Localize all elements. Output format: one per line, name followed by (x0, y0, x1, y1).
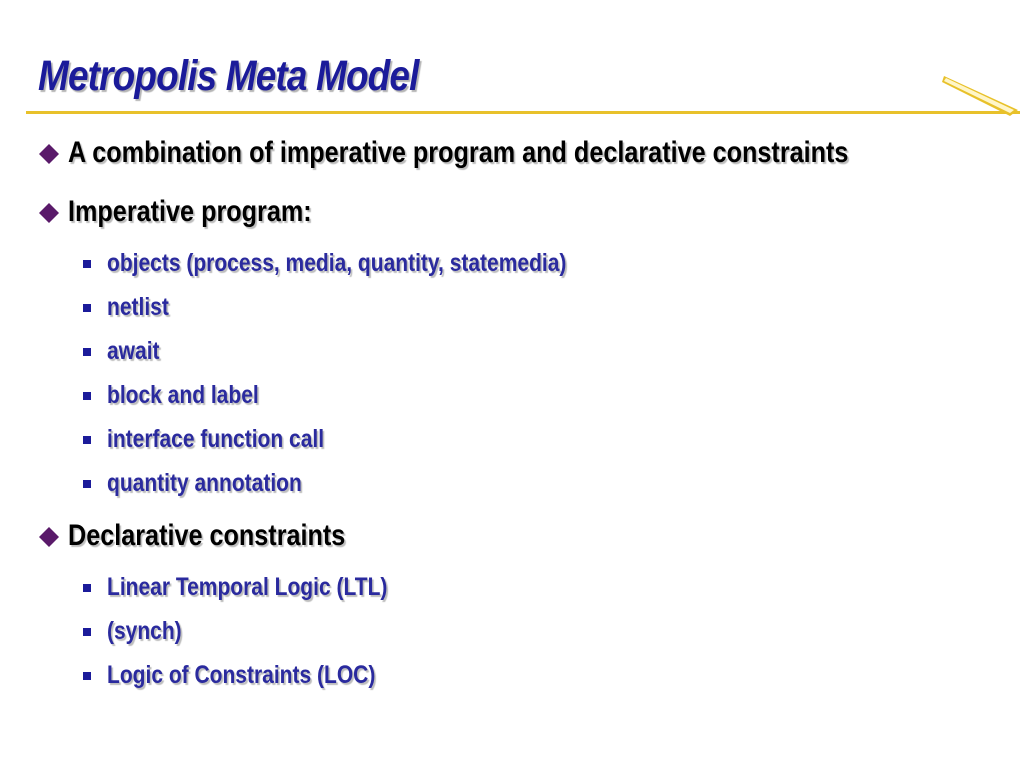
sub-list-item-label: Logic of Constraints (LOC) (107, 661, 376, 689)
slide-title: Metropolis Meta Model (38, 52, 419, 100)
square-bullet-icon (83, 672, 91, 680)
sub-list-item-label: block and label (107, 381, 259, 409)
square-bullet-icon (83, 260, 91, 268)
diamond-bullet-icon (38, 526, 60, 548)
square-bullet-icon (83, 348, 91, 356)
list-item-label: A combination of imperative program and declarative constraints (68, 136, 849, 169)
square-bullet-icon (83, 628, 91, 636)
sub-list-item-label: quantity annotation (107, 469, 302, 497)
sub-list-item-label: objects (process, media, quantity, statemedia) (107, 249, 567, 277)
square-bullet-icon (83, 304, 91, 312)
square-bullet-icon (83, 392, 91, 400)
square-bullet-icon (83, 436, 91, 444)
sub-list-item-label: interface function call (107, 425, 325, 453)
list-item-label: Imperative program: (68, 195, 312, 228)
diamond-bullet-icon (38, 143, 60, 165)
title-underline (26, 111, 1020, 114)
sub-list-item-label: (synch) (107, 617, 182, 645)
sub-list-item-label: await (107, 337, 160, 365)
sub-list-item-label: netlist (107, 293, 169, 321)
sub-list-item-label: Linear Temporal Logic (LTL) (107, 573, 388, 601)
list-item-label: Declarative constraints (68, 519, 346, 552)
corner-arrow-icon (940, 72, 1020, 118)
square-bullet-icon (83, 584, 91, 592)
diamond-bullet-icon (38, 202, 60, 224)
square-bullet-icon (83, 480, 91, 488)
